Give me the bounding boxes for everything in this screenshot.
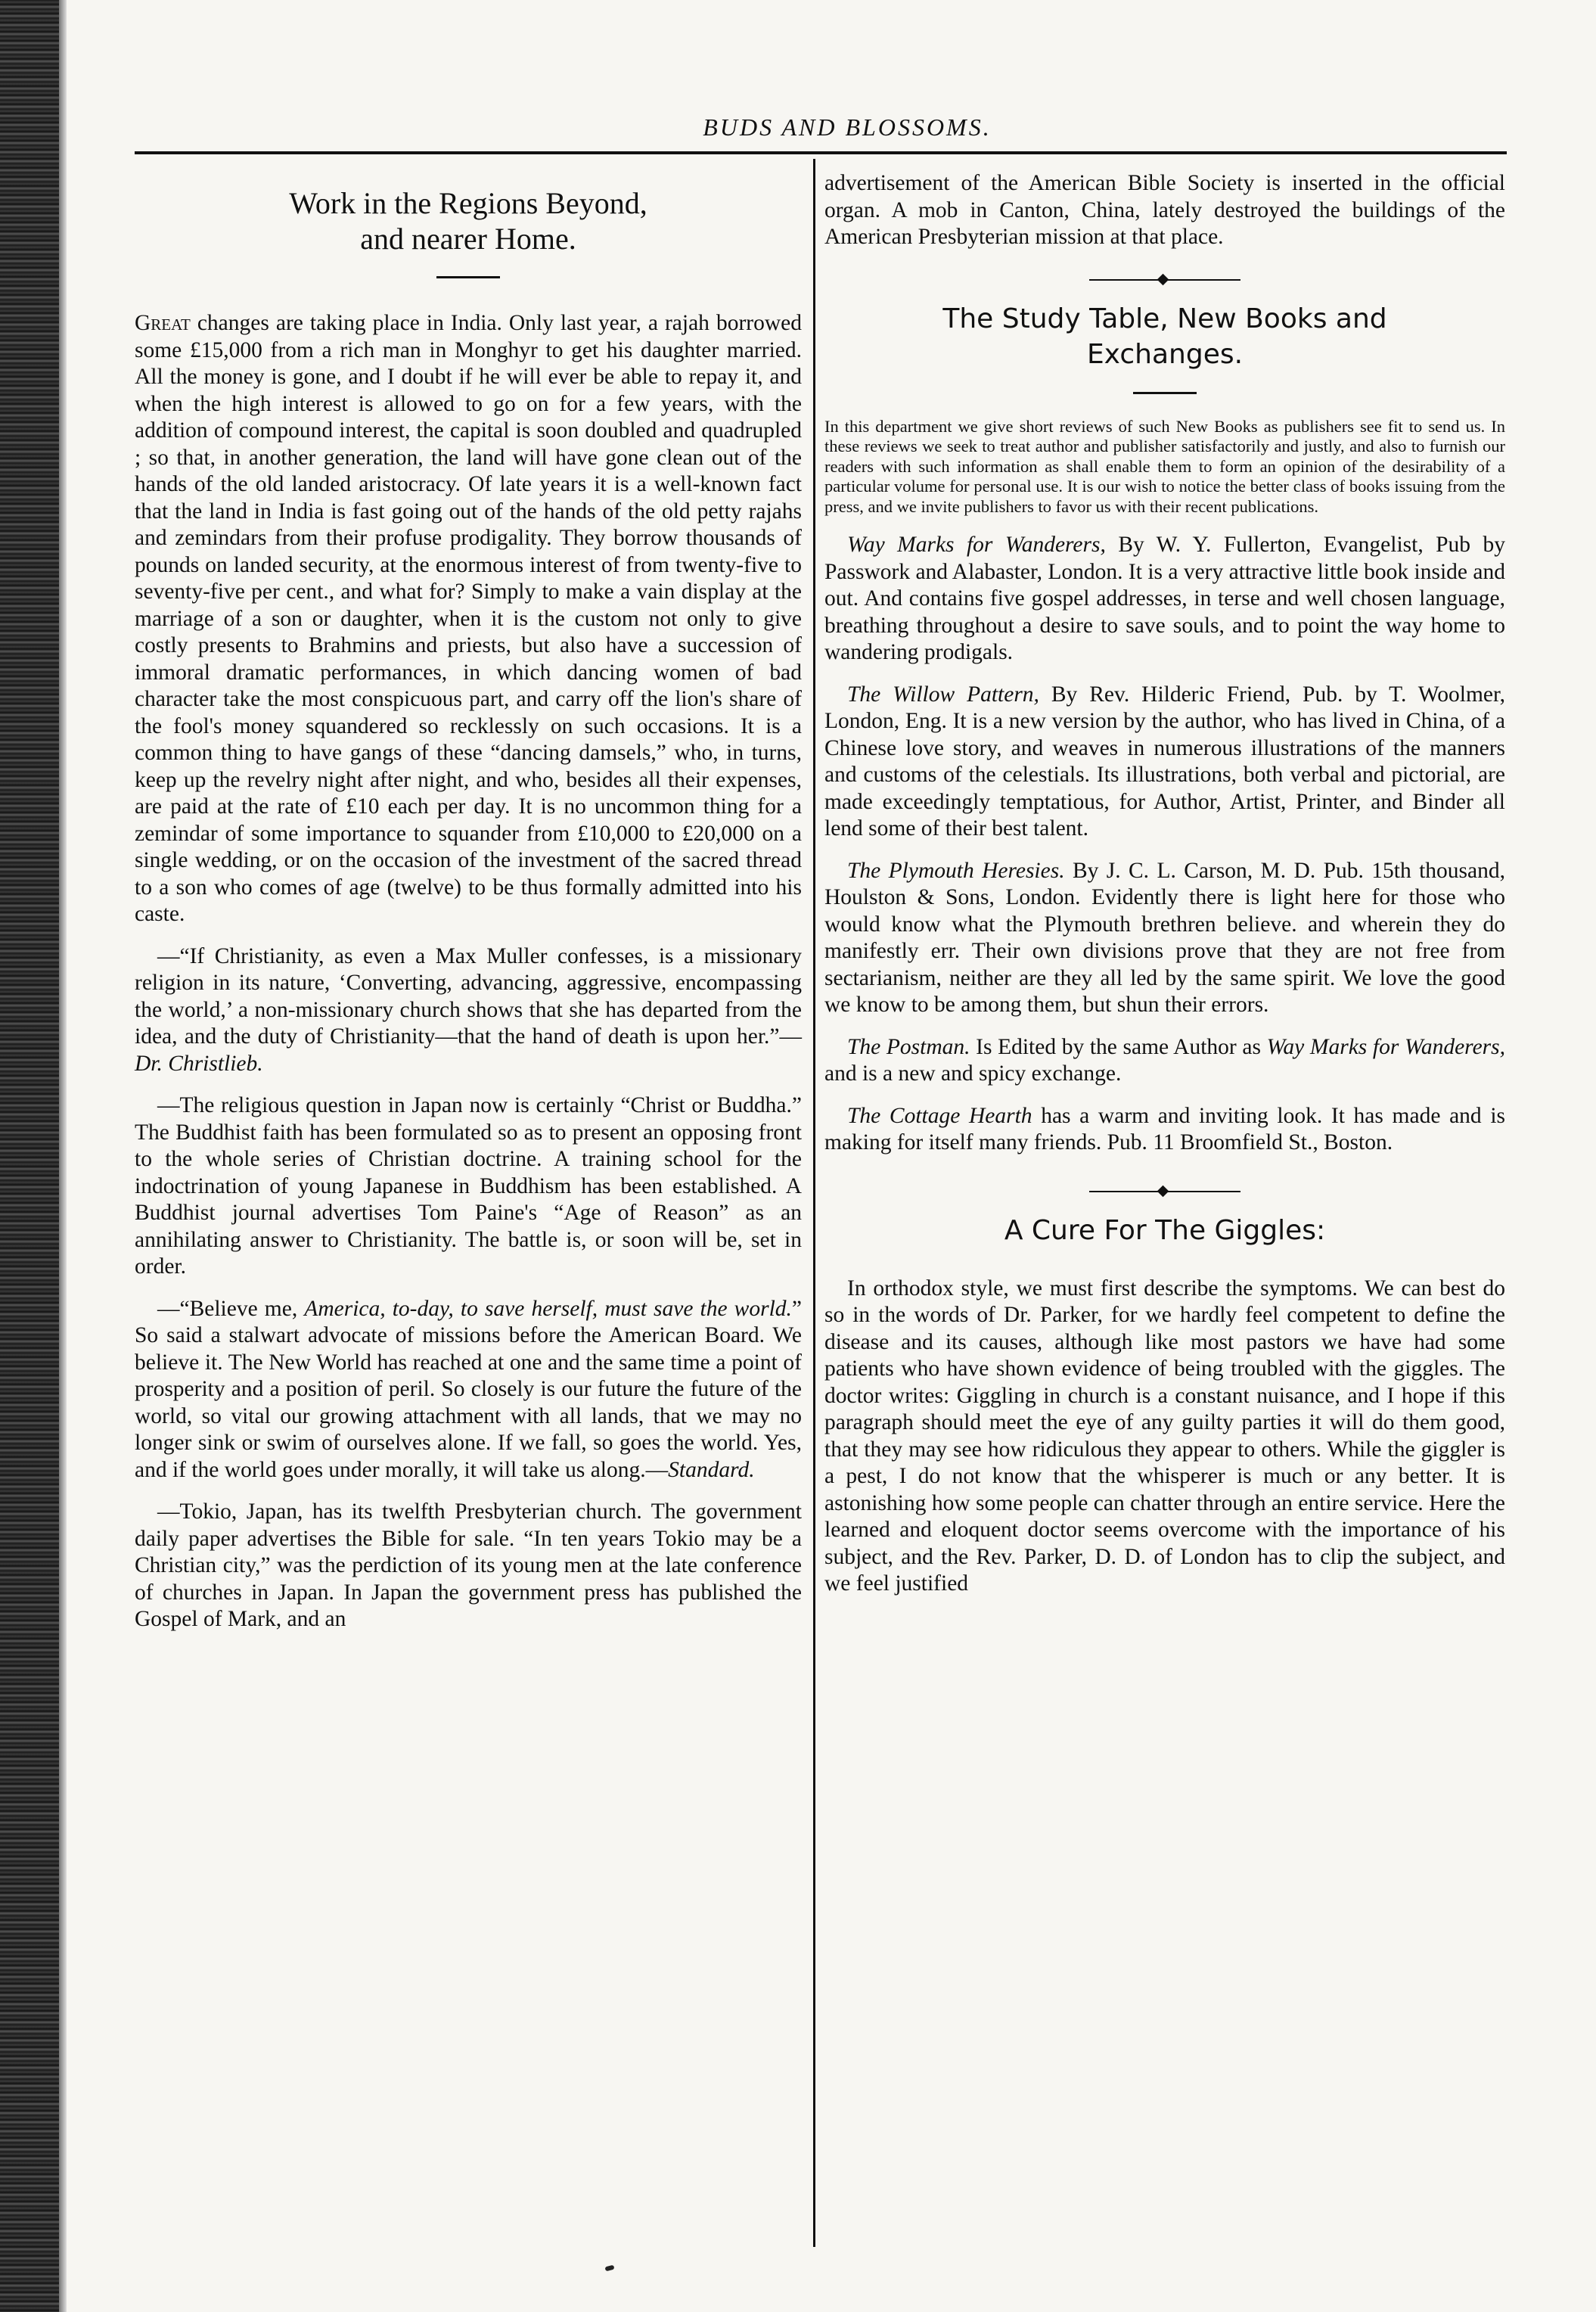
paragraph-japan-religion [135, 1092, 802, 1281]
page-gutter-shadow [59, 0, 67, 2312]
ornament-diamond-icon [1157, 273, 1169, 285]
review-postman [824, 1034, 1505, 1088]
headline-rule [436, 276, 500, 278]
headline-line-1: Work in the Regions Beyond, [289, 186, 647, 220]
paragraph-text: —The religious question in Japan now is certainly “Christ or Buddha.” The Buddhist faith has been formulated so as to present an opposing front to the whole series of Christian doctrine. A training school for the indoctrination of young Japanese in Buddhism has been established. A Buddhist journal advertises Tom Paine's “Age of Reason” as an annihilating answer to Christianity. The battle is, or soon will be, set in order. [135, 1093, 802, 1279]
book-title: The Plymouth Heresies. [847, 858, 1065, 883]
italic-quote: America, to-day, to save herself, must save the world. [304, 1296, 792, 1321]
review-text: has a warm and inviting look. It has made and is making for itself many friends. Pub. 11 Broomfield St., Boston. [824, 1103, 1505, 1154]
ink-speck [604, 2265, 614, 2272]
headline-line-2: and nearer Home. [360, 222, 576, 256]
header-rule [135, 151, 1507, 154]
review-willow-pattern [824, 682, 1505, 843]
section-ornament [1089, 1187, 1240, 1196]
review-text: Is Edited by the same Author as [970, 1034, 1267, 1059]
department-intro: In this department we give short reviews of such New Books as publishers see fit to send us. In these reviews we seek to treat author and publisher satisfactorily and justly, and also to furnish our readers with such information as shall enable them to form an opinion of the desirability of a particular volume for personal use. It is our wish to notice the better class of books issuing from the press, and we invite publishers to favor us with their recent publications. [824, 416, 1505, 516]
book-binding-edge [0, 0, 59, 2312]
right-column [824, 170, 1505, 1613]
review-text: By Rev. Hilderic Friend, Pub. by T. Woolmer, London, Eng. It is a new version by the author, who has lived in China, of a Chinese love story, and weaves in numerous illustrations of the manners and customs of the celestials. Its illustrations, both verbal and pictorial, are made exceedingly temptatious, for Author, Artist, Printer, and Binder all lend some of their best talent. [824, 682, 1505, 841]
running-head: BUDS AND BLOSSOMS. [703, 113, 992, 141]
paragraph-tokio [135, 1499, 802, 1633]
review-text: By J. C. L. Carson, M. D. Pub. 15th thousand, Houlston & Sons, London. Evidently there is light here for those who would know what the Plymouth brethren believe. and wherein they do manifestly err. Their own divisions prove that they are not free from sectarianism, neither are they all led by the same spirit. We love the good we know to be among them, but shun their errors. [824, 858, 1505, 1017]
giggles-headline [824, 1213, 1505, 1248]
review-text: and is a new and spicy exchange. [824, 1061, 1122, 1086]
review-text: By W. Y. Fullerton, Evangelist, Pub by Passwork and Alabaster, London. It is a very attractive little book inside and out. And contains five gospel addresses, in terse and well chosen language, breathing throughout a desire to save souls, and to point the way home to wandering prodigals. [824, 533, 1505, 664]
review-plymouth-heresies [824, 858, 1505, 1019]
paragraph-christlieb [135, 943, 802, 1078]
headline-line-1: The Study Table, New Books and [942, 303, 1387, 334]
headline-rule [1133, 392, 1197, 394]
paragraph-america [135, 1296, 802, 1484]
left-column [135, 170, 802, 1649]
book-title: The Willow Pattern, [847, 682, 1039, 707]
attribution: Dr. Christlieb. [135, 1051, 263, 1076]
study-table-headline [824, 301, 1505, 372]
paragraph-text: ” So said a stalwart advocate of missions before the American Board. We believe it. The New World has reached at one and the same time a point of prosperity and a position of peril. So closely is our future the future of the world, so vital our growing attachment with all lands, that we may no longer sink or swim of ourselves alone. If we fall, so goes the world. Yes, and if the world goes under morally, it will take us along.— [135, 1296, 802, 1482]
book-title: The Cottage Hearth [847, 1103, 1032, 1128]
article-headline [135, 185, 802, 256]
paragraph-text: —“If Christianity, as even a Max Muller confesses, is a missionary religion in its nature, ‘Converting, advancing, aggressive, encompassing the world,’ a non-missionary church shows that she has departed from the idea, and the duty of Christianity—that the hand of death is upon her.”— [135, 943, 802, 1049]
section-ornament [1089, 275, 1240, 284]
review-cottage-hearth [824, 1103, 1505, 1157]
paragraph-india [135, 310, 802, 928]
headline-line-2: Exchanges. [1086, 338, 1244, 370]
spacer [824, 1248, 1505, 1276]
paragraph-text: —Tokio, Japan, has its twelfth Presbyterian church. The government daily paper advertises the Bible for sale. “In ten years Tokio may be a Christian city,” was the perdiction of its young men at the late conference of churches in Japan. In Japan the government press has published the Gospel of Mark, and an [135, 1499, 802, 1631]
book-title: The Postman. [847, 1034, 970, 1059]
attribution: Standard. [668, 1457, 755, 1482]
book-title-reference: Way Marks for Wanderers, [1266, 1034, 1505, 1059]
headline-line-1: A Cure For The Giggles: [1004, 1214, 1326, 1246]
ornament-diamond-icon [1157, 1185, 1169, 1197]
paragraph-text-open: —“Believe me, [157, 1296, 305, 1321]
paragraph-continuation: advertisement of the American Bible Society is inserted in the official organ. A mob in Canton, China, lately destroyed the buildings of the American Presbyterian mission at that place. [824, 171, 1505, 249]
paragraph-giggles: In orthodox style, we must first describe the symptoms. We can best do so in the words of Dr. Parker, for we hardly feel competent to define the disease and its causes, although like most pastors we have had some patients who have shown evidence of being troubled with the giggles. The doctor writes: Giggling in church is a constant nuisance, and I hope if this paragraph should meet the eye of any guilty parties it will do them good, that they may see how ridiculous they appear to others. While the giggler is a pest, I do not know that the whisperer is much or any better. It is astonishing how some people can chatter through an entire service. Here the learned and eloquent doctor seems overcome with the importance of his subject, and the Rev. Parker, D. D. of London has to clip the subject, and we feel justified [824, 1276, 1505, 1596]
review-way-marks [824, 532, 1505, 667]
column-divider [813, 159, 815, 2247]
paragraph-text: changes are taking place in India. Only last year, a rajah borrowed some £15,000 from a rich man in Monghyr to get his daughter married. All the money is gone, and I doubt if he will ever be able to repay it, and when the high interest is allowed to go on for a few years, with the addition of compound interest, the capital is soon doubled and quadrupled ; so that, in another generation, the land will have gone clean out of the hands of the old landed aristocracy. Of late years it is a well-known fact that the land in India is fast going out of the hands of the old petty rajahs and zemindars from their profuse prodigality. They borrow thousands of pounds on landed security, at the enormous interest of from twenty-five to seventy-five per cent., and what for? Simply to make a vain display at the marriage of a son or daughter, when it is the custom not only to give costly presents to Brahmins and priests, but also have a succession of immoral dramatic performances, in which dancing women of bad character take the most conspicuous part, and carry off the lion's share of the fool's money squandered so recklessly on such occasions. It is a common thing to have gangs of these “dancing damsels,” who, in turns, keep up the revelry night after night, and who, besides all their expenses, are paid at the rate of £10 each per day. It is no uncommon thing for a zemindar of some importance to squander from £10,000 to £20,000 on a single wedding, or on the occasion of the investment of the sacred thread to a son who comes of age (twelve) to be thus formally admitted into his caste. [135, 311, 802, 926]
lead-word: Great [135, 311, 191, 335]
book-title: Way Marks for Wanderers, [847, 533, 1106, 557]
